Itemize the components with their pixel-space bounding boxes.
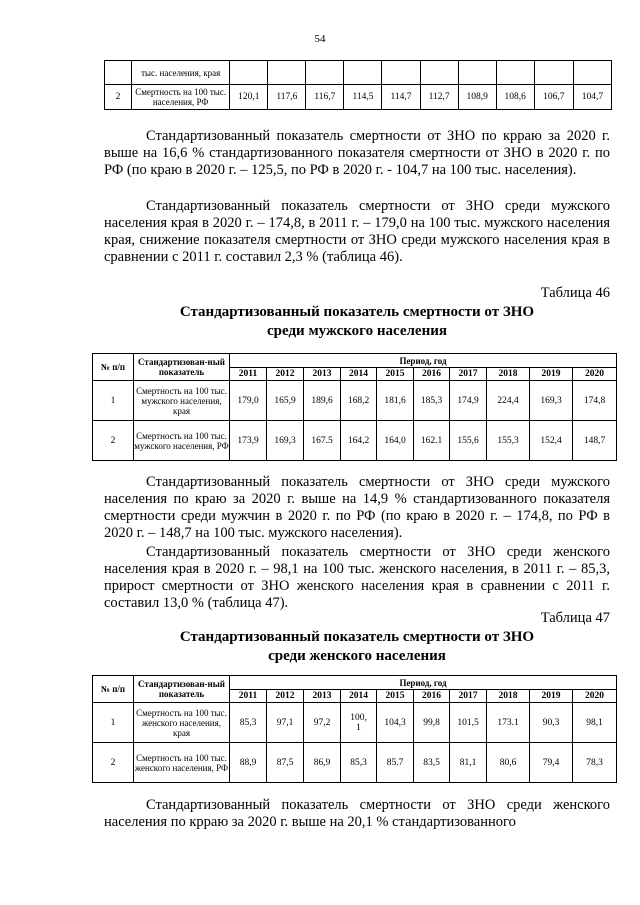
cell-value: 85,3 (341, 743, 377, 783)
year-header: 2013 (304, 368, 341, 381)
table-46 (92, 353, 617, 461)
year-header: 2019 (530, 690, 573, 703)
year-header: 2017 (450, 690, 487, 703)
cell-value: 174,8 (573, 381, 617, 421)
cell-value: 174,9 (450, 381, 487, 421)
cell-value: 167.5 (304, 421, 341, 461)
cell-value: 85,3 (230, 703, 267, 743)
year-header: 2011 (230, 368, 267, 381)
cell-value: 90,3 (530, 703, 573, 743)
cell-value: 88,9 (230, 743, 267, 783)
cell-value: 114,5 (344, 85, 382, 110)
cell-value: 155,6 (450, 421, 487, 461)
cell-value: 112,7 (420, 85, 458, 110)
cell-value: 83,5 (414, 743, 450, 783)
cell-value: 80,6 (487, 743, 530, 783)
col-header-num: № п/п (93, 676, 134, 703)
cell-value: 173,9 (230, 421, 267, 461)
col-header-indicator: Стандартизован-ный показатель (134, 354, 230, 381)
row-label: Смертность на 100 тыс. мужского населения, края (134, 381, 230, 421)
table-caption: Таблица 46 (540, 285, 610, 301)
year-header: 2018 (487, 690, 530, 703)
row-label: Смертность на 100 тыс. женского населения, края (134, 703, 230, 743)
year-header: 2013 (304, 690, 341, 703)
cell-value: 179,0 (230, 381, 267, 421)
table-title: Стандартизованный показатель смертности от ЗНО среди мужского населения (179, 304, 535, 339)
cell-value: 224,4 (487, 381, 530, 421)
cell-value: 164,0 (377, 421, 414, 461)
cell-value: 165,9 (267, 381, 304, 421)
year-header: 2018 (487, 368, 530, 381)
cell-value: 108,6 (496, 85, 534, 110)
row-label: Смертность на 100 тыс. мужского населения, РФ (134, 421, 230, 461)
cell-value: 98,1 (573, 703, 617, 743)
table-row (93, 703, 617, 743)
row-number: 2 (105, 85, 132, 110)
row-label: Смертность на 100 тыс. населения, РФ (132, 85, 230, 110)
cell-value: 104,3 (377, 703, 414, 743)
cell-value: 120,1 (230, 85, 268, 110)
year-header: 2020 (573, 690, 617, 703)
year-header: 2016 (414, 368, 450, 381)
top-table (104, 60, 612, 110)
table-row (93, 743, 617, 783)
cell-value: 81,1 (450, 743, 487, 783)
cell-value: 117,6 (268, 85, 306, 110)
cell-value: 78,3 (573, 743, 617, 783)
cell-value: 101,5 (450, 703, 487, 743)
cell-value: 155,3 (487, 421, 530, 461)
cell-value: 100, 1 (341, 703, 377, 743)
paragraph: Стандартизованный показатель смертности от ЗНО среди мужского населения по краю за 2020 г. выше на 14,9 % стандартизованного показателя смертности среди мужчин в 2020 г. по РФ (по краю в 2020 г. – 174,8, по РФ в 2020 г. – 148,7 на 100 тыс. мужского населения). (104, 474, 610, 541)
year-header: 2017 (450, 368, 487, 381)
year-header: 2016 (414, 690, 450, 703)
cell-value: 164,2 (341, 421, 377, 461)
cell-value: 79,4 (530, 743, 573, 783)
cell-value: 168,2 (341, 381, 377, 421)
cell-value: 87,5 (267, 743, 304, 783)
cell-value: 152,4 (530, 421, 573, 461)
cell-value: 99,8 (414, 703, 450, 743)
row-number: 2 (93, 421, 134, 461)
paragraph: Стандартизованный показатель смертности от ЗНО среди мужского населения края в 2020 г. – 174,8, в 2011 г. – 179,0 на 100 тыс. мужского населения края, снижение показателя смертности от ЗНО среди мужского населения края в сравнении с 2011 г. составил 2,3 % (таблица 46). (104, 198, 610, 265)
cell-value: 169,3 (530, 381, 573, 421)
table-caption: Таблица 47 (540, 610, 610, 626)
row-label: тыс. населения, края (132, 61, 230, 85)
cell-value: 114,7 (382, 85, 420, 110)
paragraph: Стандартизованный показатель смертности от ЗНО среди женского населения по крраю за 2020 г. выше на 20,1 % стандартизованного (104, 797, 610, 830)
col-header-period: Период, год (230, 354, 617, 368)
cell-value: 97,2 (304, 703, 341, 743)
cell-value: 173.1 (487, 703, 530, 743)
col-header-indicator: Стандартизован-ный показатель (134, 676, 230, 703)
cell-value: 108,9 (458, 85, 496, 110)
row-label: Смертность на 100 тыс. женского населения, РФ (134, 743, 230, 783)
paragraph: Стандартизованный показатель смертности от ЗНО по крраю за 2020 г. выше на 16,6 % стандартизованного показателя смертности от ЗНО в 2020 г. по РФ (по краю в 2020 г. – 125,5, по РФ в 2020 г. - 104,7 на 100 тыс. населения). (104, 128, 610, 178)
cell-value: 104,7 (573, 85, 611, 110)
year-header: 2015 (377, 690, 414, 703)
cell-value: 169,3 (267, 421, 304, 461)
cell-value: 97,1 (267, 703, 304, 743)
cell-value: 189,6 (304, 381, 341, 421)
year-header: 2019 (530, 368, 573, 381)
year-header: 2012 (267, 690, 304, 703)
paragraph: Стандартизованный показатель смертности от ЗНО среди женского населения края в 2020 г. – 98,1 на 100 тыс. женского населения, в 2011 г. – 85,3, прирост смертности от ЗНО женского населения края в сравнении с 2011 г. составил 13,0 % (таблица 47). (104, 544, 610, 611)
cell-value: 162.1 (414, 421, 450, 461)
cell-value: 85.7 (377, 743, 414, 783)
table-47 (92, 675, 617, 783)
year-header: 2011 (230, 690, 267, 703)
cell-value: 116,7 (306, 85, 344, 110)
col-header-num: № п/п (93, 354, 134, 381)
page-number: 54 (314, 33, 326, 45)
year-header: 2015 (377, 368, 414, 381)
col-header-period: Период, год (230, 676, 617, 690)
year-header: 2014 (341, 368, 377, 381)
year-header: 2020 (573, 368, 617, 381)
year-header: 2012 (267, 368, 304, 381)
table-title: Стандартизованный показатель смертности от ЗНО среди женского населения (179, 629, 535, 664)
cell-value: 185,3 (414, 381, 450, 421)
row-number: 1 (93, 381, 134, 421)
cell-value: 86,9 (304, 743, 341, 783)
row-number: 1 (93, 703, 134, 743)
year-header: 2014 (341, 690, 377, 703)
table-row (93, 381, 617, 421)
row-number: 2 (93, 743, 134, 783)
table-row (93, 421, 617, 461)
table-row (105, 85, 612, 110)
cell-value: 106,7 (534, 85, 573, 110)
cell-value: 148,7 (573, 421, 617, 461)
cell-value: 181,6 (377, 381, 414, 421)
